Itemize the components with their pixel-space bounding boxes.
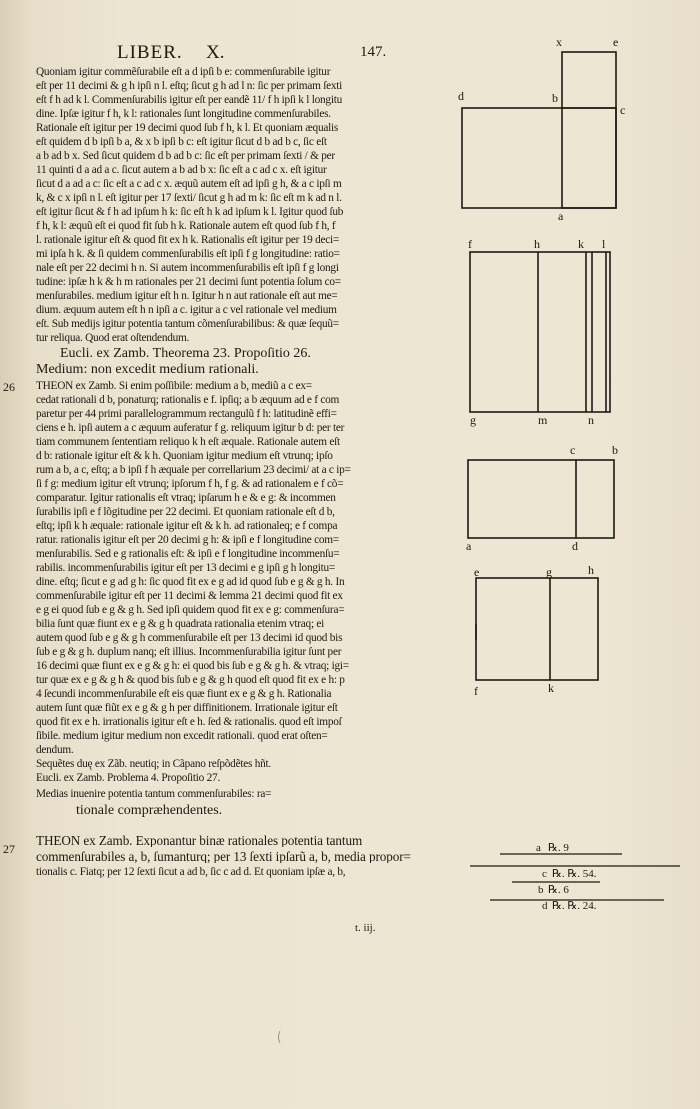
text-line: tur quæ ex e g & g h & quod bis ſub e g & g h quod eſt quod fit ex e h: p [36, 674, 345, 686]
line-d-value: ℞. ℞. 24. [552, 900, 597, 912]
diagram-column [440, 30, 690, 930]
text-line: 11 quinti d a ad a c. ſicut autem a b ad b x: ſic eſt a c ad c x. eſt igitur [36, 164, 327, 176]
text-line: mi ipſa h k. & ſi quidem commenſurabilis eſt ipſi f g longitudine: ratio= [36, 248, 340, 260]
fig2-label-n: n [588, 413, 594, 427]
text-line: tudine: ipſæ h k & h m rationales per 21 decimi ſunt potentia ſolum co= [36, 276, 341, 288]
text-line: k, & c x ipſi n l. eſt igitur per 17 ſexti/ ſicut g h ad m k: ſic eſt m k ad n l. [36, 192, 342, 204]
text-line: eſt quidem d b ipſi b a, & x b ipſi b c: eſt igitur ſicut d b ad b c, ſic eſt [36, 136, 327, 148]
text-line: tur reliqua. Quod erat oſtendendum. [36, 332, 190, 344]
text-line: 16 decimi quæ fiunt ex e g & g h: ei quod bis ſub e g & g h. & vtraq; igi= [36, 660, 349, 672]
line-a-label: a [536, 842, 541, 854]
line-b-label: b [538, 884, 544, 896]
proposition-statement-27-cont: commenſurabiles a, b, ſumanturq; per 13 ſexti ipſarũ a, b, media propor= [36, 850, 411, 863]
fig1-label-c: c [620, 103, 626, 117]
text-line: Rationale eſt igitur per 19 decimi quod ſub f h, k l. Et quoniam æqualis [36, 122, 339, 134]
figure-1 [462, 52, 616, 208]
page-crease-mark [276, 1030, 282, 1044]
text-line: dendum. [36, 744, 74, 756]
text-line: ſi f g: medium igitur eſt vtrunq; ipſorum f h, f g. & ad rationalem e f cõ= [36, 478, 344, 490]
text-line: Sequẽtes duę ex Zãb. neutiq; in Cãpano reſpõdẽtes hñt. [36, 758, 271, 770]
text-line: menſurabilis. Sed e g rationalis eſt: & ipſi e f longitudine incommenſu= [36, 548, 340, 560]
margin-number-26: 26 [3, 380, 15, 394]
text-line: eſt per 11 decimi & g h ipſi n l. eſtq; ſicut g h ad l n: ſic per primam ſexti [36, 80, 343, 92]
text-line: l. rationale igitur eſt & quod fit ex h k. Rationalis eſt igitur per 19 deci= [36, 234, 340, 246]
text-line: eſt. Sub medijs igitur potentia tantum cõmenſurabilibus: & quæ ſequũ= [36, 318, 339, 330]
text-line: ſicut d a ad a c: ſic eſt a c ad c x. æquũ autem eſt ad ipſi g h, & a c ipſi m [36, 178, 342, 190]
fig3-label-c: c [570, 443, 576, 457]
text-line: commenſurabile igitur eſt per 11 decimi & lemma 21 decimi quod fit ex [36, 590, 343, 602]
text-line: paretur per 44 primi parallelogrammum rectangulũ f h: latitudinẽ effi= [36, 408, 337, 420]
fig1-label-e: e [613, 35, 619, 49]
text-line: rum a b, a c, eſtq; a b ipſi f h æquale per correllarium 23 decimi/ at a c ip= [36, 464, 351, 476]
text-line: autem quod ſub e g & g h commenſurabile eſt per 13 decimi id quod bis [36, 632, 343, 644]
text-line: a b ad b x. Sed ſicut quidem d b ad b c: ſic eſt per primam ſexti / & per [36, 150, 335, 162]
fig1-label-d: d [458, 89, 464, 103]
margin-number-27: 27 [3, 842, 15, 856]
text-line: eſt f h ad k l. Commenſurabilis igitur eſt per eandẽ 11/ f h ipſi k l longitu [36, 94, 342, 106]
fig1-label-a: a [558, 209, 564, 223]
proposition-statement-26: Medium: non excedit medium rationali. [36, 363, 259, 376]
fig2-label-f: f [468, 237, 472, 251]
text-line: cedat rationali d b, ponaturq; rationalis e f. ipſiq; a b æquum ad e f com [36, 394, 340, 406]
fig4-label-e: e [474, 565, 480, 579]
text-line: eſt igitur ſicut & f h ad ipſum h k: ſic eſt h k ad ipſum k l. Igitur quod ſub [36, 206, 344, 218]
text-line: d b: rationale igitur eſt & k h. Quoniam igitur medium eſt vtrunq; ipſo [36, 450, 333, 462]
text-line: nale eſt per 22 decimi h n. Si autem incommenſurabilis eſt ipſi f g longi [36, 262, 339, 274]
text-line: Quoniam igitur commẽſurabile eſt a d ipſi b e: commenſurabile igitur [36, 66, 331, 78]
fig4-label-g: g [546, 565, 552, 579]
text-line: autem ſunt quæ fiũt ex e g & g h per diffinitionem. Irrationale igitur eſt [36, 702, 338, 714]
text-line: rabilis. incommenſurabilis igitur eſt per 13 decimi e g ipſi g h longitu= [36, 562, 336, 574]
text-line: e g ei quod ſub e g & g h. Sed ipſi quidem quod fit ex e g: commenſura= [36, 604, 345, 616]
text-line: f h, k l: æquũ eſt ei quod fit ſub h k. Rationale autem eſt quod ſub f h, f [36, 220, 336, 232]
text-line: dine. eſtq; ſicut e g ad g h: ſic quod fit ex e g ad id quod ſub e g & g h. In [36, 576, 345, 588]
fig2-label-g: g [470, 413, 476, 427]
text-line: menſurabiles. medium igitur eſt h n. Igitur h n aut rationale eſt aut me= [36, 290, 338, 302]
figure-1-labels [458, 35, 625, 223]
text-line: dine. Ipſæ igitur f h, k l: rationales ſunt longitudine commenſurabiles. [36, 108, 331, 120]
text-line: bilia ſunt quæ fiunt ex e g & g h quadrata rationalia etenim vtraq; ei [36, 618, 325, 630]
fig1-label-x: x [556, 35, 562, 49]
figure-4 [476, 578, 598, 680]
folio-number: 147. [360, 44, 387, 60]
fig4-label-f: f [474, 684, 478, 698]
text-line: tiam communem ſententiam reliquo k h eſt æquale. Rationale autem eſt [36, 436, 340, 448]
line-b-value: ℞. 6 [548, 884, 569, 896]
fig3-label-b: b [612, 443, 618, 457]
proposition-statement-27: THEON ex Zamb. Exponantur binæ rationales potentia tantum [36, 834, 363, 847]
line-c-label: c [542, 868, 547, 880]
fig3-label-d: d [572, 539, 578, 553]
figure-4-labels [474, 563, 594, 698]
section-heading-theorem-23: Eucli. ex Zamb. Theorema 23. Propoſitio 26. [60, 347, 311, 360]
text-line: tionalis c. Fiatq; per 12 ſexti ſicut a ad b, ſic c ad d. Et quoniam ipſæ a, b, [36, 866, 346, 878]
figure-3 [468, 460, 614, 538]
fig2-label-k: k [578, 237, 584, 251]
text-line: ratur. rationalis igitur eſt per 20 decimi g h: & ipſi e f longitudine com= [36, 534, 339, 546]
line-d-label: d [542, 900, 548, 912]
line-c-value: ℞. ℞. 54. [552, 868, 597, 880]
fig2-label-l: l [602, 237, 606, 251]
fig2-label-m: m [538, 413, 548, 427]
geometry-figures [440, 30, 690, 930]
figure-2 [470, 252, 610, 412]
text-line: ciens e h. ipſi autem a c æquum auferatur f g. reliquum igitur b d: per ter [36, 422, 345, 434]
text-line: Eucli. ex Zamb. Problema 4. Propoſitio 27. [36, 772, 221, 784]
fig2-label-h: h [534, 237, 540, 251]
text-line: quod fit ex e h. irrationalis igitur eſt e h. ſed & rationalis. quod eſt impoſ [36, 716, 342, 728]
text-line: dium. æquum autem eſt h n ipſi a c. igitur a c vel rationale vel medium [36, 304, 337, 316]
section-heading-problem-4: tionale compræhendentes. [76, 804, 223, 817]
text-line: 4 ſecundi incommenſurabile eſt eis quæ fiunt ex e g & g h. Rationalia [36, 688, 332, 700]
text-line: THEON ex Zamb. Si enim poſſibile: medium a b, mediũ a c ex= [36, 380, 312, 392]
header-book-number: X. [206, 42, 225, 63]
text-line: ſibile. medium igitur medium non excedit rationali. quod erat oſten= [36, 730, 328, 742]
text-line: eſtq; ipſi k h æquale: rationale igitur eſt & k h. ad rationaleq; e f compa [36, 520, 338, 532]
text-line: comparatur. Igitur rationalis eſt vtraq; ipſarum h e & e g: & incommen [36, 492, 336, 504]
fig3-label-a: a [466, 539, 472, 553]
rubric-note: Medias inuenire potentia tantum commenſurabiles: ra= [36, 788, 272, 800]
fig1-label-b: b [552, 91, 558, 105]
fig4-label-h: h [588, 563, 594, 577]
text-line: ſub e g & g h. duplum nanq; eſt illius. Incommenſurabilia igitur ſunt per [36, 646, 342, 658]
signature-mark: t. iij. [355, 922, 376, 934]
header-liber: LIBER. [117, 42, 183, 63]
text-line: ſurabilis ipſi e f lõgitudine per 22 decimi. Et quoniam rationale eſt d b, [36, 506, 335, 518]
fig4-label-k: k [548, 681, 554, 695]
line-a-value: ℞. 9 [548, 842, 569, 854]
figure-5-labels [536, 842, 597, 912]
